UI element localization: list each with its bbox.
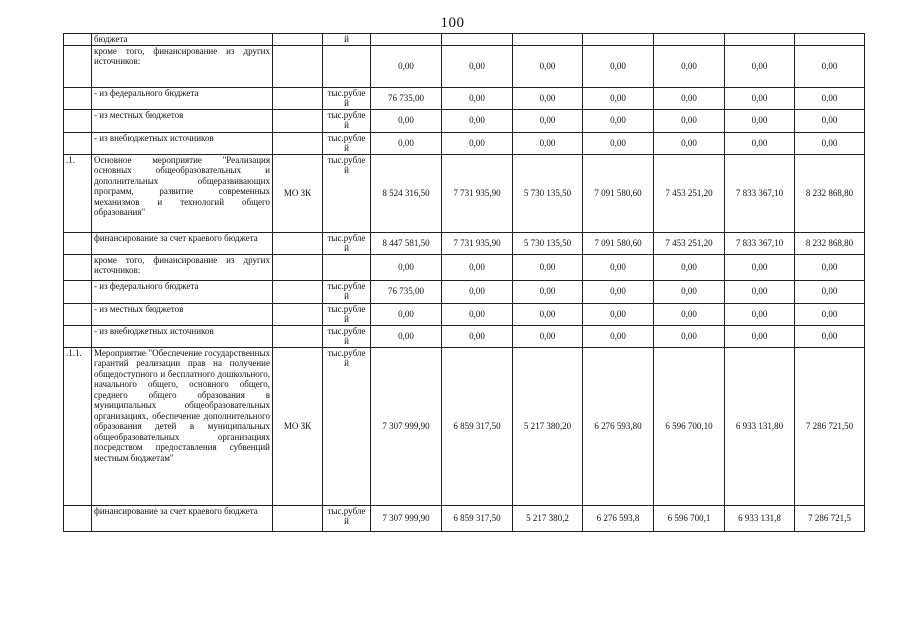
row-value: 0,00: [513, 109, 583, 132]
row-value: 5 730 135,50: [513, 232, 583, 254]
row-executor: [273, 232, 323, 254]
row-value: [583, 34, 654, 46]
row-value: [442, 34, 513, 46]
row-name: - из местных бюджетов: [92, 303, 273, 325]
row-value: 0,00: [513, 45, 583, 87]
row-value: 0,00: [725, 280, 795, 303]
row-unit: [323, 45, 371, 87]
row-value: [513, 34, 583, 46]
row-value: 0,00: [725, 303, 795, 325]
row-value: 0,00: [513, 132, 583, 154]
row-code: .1.1.: [64, 347, 92, 505]
row-value: 0,00: [725, 254, 795, 280]
row-value: 0,00: [513, 325, 583, 347]
row-value: 0,00: [442, 280, 513, 303]
row-code: [64, 132, 92, 154]
table-row: [64, 45, 865, 87]
row-value: 7 307 999,90: [371, 347, 442, 505]
row-unit: тыс.рубле й: [323, 280, 371, 303]
row-value: 0,00: [583, 254, 654, 280]
row-value: 0,00: [371, 45, 442, 87]
row-executor: [273, 132, 323, 154]
table-row: [64, 303, 865, 325]
row-value: 0,00: [583, 109, 654, 132]
row-value: 0,00: [583, 325, 654, 347]
row-value: 0,00: [583, 87, 654, 109]
row-name: финансирование за счет краевого бюджета: [92, 505, 273, 531]
row-value: 0,00: [442, 109, 513, 132]
table-row: [64, 87, 865, 109]
row-value: 7 731 935,90: [442, 232, 513, 254]
row-value: 7 091 580,60: [583, 154, 654, 232]
row-value: 6 933 131,8: [725, 505, 795, 531]
row-name: - из федерального бюджета: [92, 87, 273, 109]
row-name: - из федерального бюджета: [92, 280, 273, 303]
row-unit: тыс.рубле й: [323, 325, 371, 347]
row-value: 76 735,00: [371, 280, 442, 303]
row-code: [64, 280, 92, 303]
row-executor: [273, 303, 323, 325]
row-value: 5 217 380,20: [513, 347, 583, 505]
row-value: 6 596 700,1: [654, 505, 725, 531]
row-value: 0,00: [795, 132, 865, 154]
table-row: [64, 505, 865, 531]
table-row: [64, 132, 865, 154]
row-name: бюджета: [92, 34, 273, 46]
row-value: 0,00: [654, 109, 725, 132]
row-executor: [273, 280, 323, 303]
row-value: 0,00: [442, 325, 513, 347]
row-unit: тыс.рубле й: [323, 232, 371, 254]
row-value: [795, 34, 865, 46]
row-value: 0,00: [654, 254, 725, 280]
row-value: 7 833 367,10: [725, 232, 795, 254]
row-value: 0,00: [725, 325, 795, 347]
row-value: 7 091 580,60: [583, 232, 654, 254]
table-row: [64, 347, 865, 505]
table-row: [64, 34, 865, 46]
row-value: 0,00: [513, 87, 583, 109]
row-value: 0,00: [725, 132, 795, 154]
row-value: 0,00: [583, 303, 654, 325]
row-name: Мероприятие "Обеспечение государственных гарантий реализации прав на получение общедоступного и бесплатного дошкольного, начального общего, основного общего, среднего общего образования в муниципальных общеобразовательных организациях, обеспечение дополнительного образования детей в муниципальных общеобразовательных организациях посредством предоставления субвенций местным бюджетам": [92, 347, 273, 505]
row-unit: й: [323, 34, 371, 46]
table-row: [64, 154, 865, 232]
row-executor: [273, 254, 323, 280]
row-value: 7 307 999,90: [371, 505, 442, 531]
table-row: [64, 280, 865, 303]
row-value: 7 286 721,5: [795, 505, 865, 531]
row-value: 0,00: [654, 45, 725, 87]
row-code: .1.: [64, 154, 92, 232]
row-code: [64, 34, 92, 46]
row-name: кроме того, финансирование из других источников:: [92, 254, 273, 280]
row-value: 0,00: [442, 45, 513, 87]
row-unit: тыс.рубле й: [323, 132, 371, 154]
table-row: [64, 254, 865, 280]
row-value: 7 833 367,10: [725, 154, 795, 232]
row-value: 0,00: [725, 87, 795, 109]
row-executor: МО ЗК: [273, 154, 323, 232]
budget-table: [63, 33, 865, 532]
row-value: 7 286 721,50: [795, 347, 865, 505]
row-value: 7 453 251,20: [654, 232, 725, 254]
row-value: 0,00: [795, 280, 865, 303]
row-executor: [273, 505, 323, 531]
row-value: 0,00: [513, 303, 583, 325]
row-unit: тыс.рубле й: [323, 303, 371, 325]
row-name: кроме того, финансирование из других источников:: [92, 45, 273, 87]
row-code: [64, 45, 92, 87]
row-value: 6 276 593,8: [583, 505, 654, 531]
row-value: 0,00: [371, 254, 442, 280]
row-value: 5 217 380,2: [513, 505, 583, 531]
row-value: 0,00: [442, 303, 513, 325]
row-value: 0,00: [371, 109, 442, 132]
row-value: 0,00: [583, 45, 654, 87]
row-value: 8 447 581,50: [371, 232, 442, 254]
row-value: 0,00: [654, 280, 725, 303]
row-executor: [273, 34, 323, 46]
row-value: 6 933 131,80: [725, 347, 795, 505]
row-value: [371, 34, 442, 46]
row-value: 0,00: [795, 87, 865, 109]
row-value: 0,00: [442, 87, 513, 109]
row-executor: [273, 109, 323, 132]
row-value: 0,00: [654, 325, 725, 347]
table-row: [64, 232, 865, 254]
row-value: 0,00: [725, 45, 795, 87]
row-code: [64, 254, 92, 280]
row-value: 0,00: [442, 254, 513, 280]
row-value: 6 596 700,10: [654, 347, 725, 505]
row-unit: тыс.рубле й: [323, 154, 371, 232]
row-value: 7 731 935,90: [442, 154, 513, 232]
row-code: [64, 87, 92, 109]
row-value: 6 859 317,50: [442, 347, 513, 505]
row-value: 0,00: [795, 325, 865, 347]
row-name: финансирование за счет краевого бюджета: [92, 232, 273, 254]
row-unit: тыс.рубле й: [323, 347, 371, 505]
row-value: 0,00: [795, 254, 865, 280]
row-unit: тыс.рубле й: [323, 505, 371, 531]
row-value: 7 453 251,20: [654, 154, 725, 232]
row-unit: [323, 254, 371, 280]
row-value: 0,00: [583, 132, 654, 154]
row-executor: [273, 45, 323, 87]
row-code: [64, 232, 92, 254]
row-value: 0,00: [371, 325, 442, 347]
row-value: 0,00: [513, 254, 583, 280]
row-code: [64, 325, 92, 347]
row-unit: тыс.рубле й: [323, 87, 371, 109]
row-executor: [273, 325, 323, 347]
row-value: 0,00: [654, 303, 725, 325]
row-value: 0,00: [371, 303, 442, 325]
row-value: 8 524 316,50: [371, 154, 442, 232]
page-number: 100: [440, 15, 465, 31]
row-name: Основное мероприятие "Реализация основных общеобразовательных и дополнительных общеразвивающих программ, развитие современных механизмов и технологий общего образования": [92, 154, 273, 232]
row-value: 76 735,00: [371, 87, 442, 109]
row-value: 0,00: [725, 109, 795, 132]
row-value: 0,00: [442, 132, 513, 154]
row-code: [64, 505, 92, 531]
row-value: 0,00: [513, 280, 583, 303]
table-row: [64, 109, 865, 132]
row-value: 0,00: [795, 45, 865, 87]
row-value: 0,00: [371, 132, 442, 154]
row-value: 0,00: [654, 87, 725, 109]
row-value: [725, 34, 795, 46]
row-unit: тыс.рубле й: [323, 109, 371, 132]
row-name: - из внебюджетных источников: [92, 132, 273, 154]
row-value: 6 859 317,50: [442, 505, 513, 531]
row-executor: МО ЗК: [273, 347, 323, 505]
row-value: 0,00: [795, 303, 865, 325]
row-value: 0,00: [583, 280, 654, 303]
row-code: [64, 109, 92, 132]
table-row: [64, 325, 865, 347]
row-name: - из местных бюджетов: [92, 109, 273, 132]
row-value: 5 730 135,50: [513, 154, 583, 232]
row-value: 0,00: [654, 132, 725, 154]
row-value: 8 232 868,80: [795, 232, 865, 254]
row-value: 6 276 593,80: [583, 347, 654, 505]
row-value: [654, 34, 725, 46]
row-executor: [273, 87, 323, 109]
row-value: 8 232 868,80: [795, 154, 865, 232]
row-name: - из внебюджетных источников: [92, 325, 273, 347]
row-value: 0,00: [795, 109, 865, 132]
row-code: [64, 303, 92, 325]
